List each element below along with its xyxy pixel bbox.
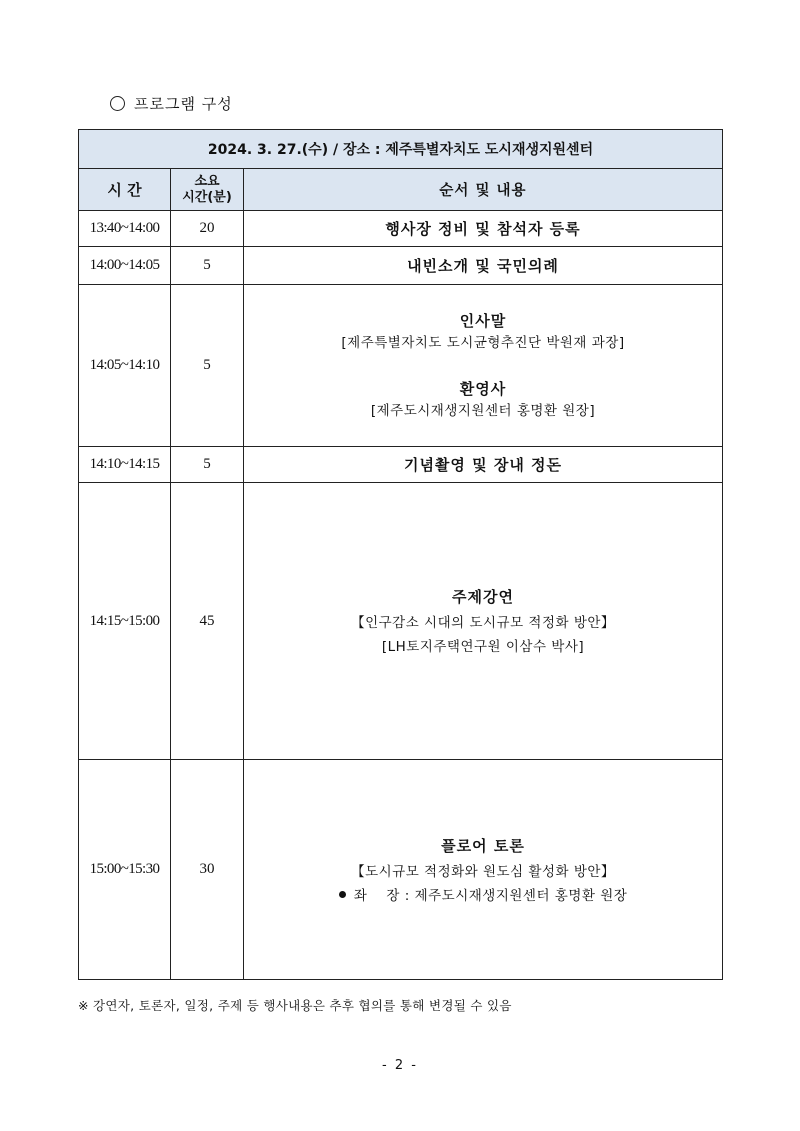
row-duration: 5 bbox=[171, 247, 244, 285]
section-title-text: 프로그램 구성 bbox=[134, 95, 233, 113]
row-content bbox=[244, 760, 723, 980]
row-duration: 5 bbox=[171, 285, 244, 447]
table-row bbox=[79, 211, 723, 247]
header-duration bbox=[171, 169, 244, 211]
table-row bbox=[79, 483, 723, 760]
row-subtitle-2: [제주도시재생지원센터 홍명환 원장] bbox=[370, 402, 596, 419]
program-table bbox=[78, 129, 723, 980]
row-time: 14:10~14:15 bbox=[79, 447, 171, 483]
circle-bullet-icon bbox=[110, 96, 125, 111]
table-banner: 2024. 3. 27.(수) / 장소 : 제주특별자치도 도시재생지원센터 bbox=[79, 130, 723, 169]
row-title: 인사말 bbox=[459, 311, 507, 330]
table-header-row bbox=[79, 169, 723, 211]
row-title: 플로어 토론 bbox=[441, 836, 525, 855]
row-duration: 20 bbox=[171, 211, 244, 247]
row-duration: 30 bbox=[171, 760, 244, 980]
table-row bbox=[79, 760, 723, 980]
chair-label: 좌 장 bbox=[353, 887, 400, 904]
row-subtitle: 【인구감소 시대의 도시규모 적정화 방안】 bbox=[351, 615, 615, 631]
row-time: 13:40~14:00 bbox=[79, 211, 171, 247]
table-row bbox=[79, 247, 723, 285]
chair-line bbox=[244, 884, 722, 908]
row-time: 14:15~15:00 bbox=[79, 483, 171, 760]
row-title-2: 환영사 bbox=[459, 379, 507, 398]
row-title: 내빈소개 및 국민의례 bbox=[244, 247, 723, 285]
table-row bbox=[79, 285, 723, 447]
row-subtitle-2: [LH토지주택연구원 이삼수 박사] bbox=[381, 639, 585, 655]
row-subtitle: [제주특별자치도 도시균형추진단 박원재 과장] bbox=[341, 334, 625, 351]
row-title: 행사장 정비 및 참석자 등록 bbox=[244, 211, 723, 247]
header-time: 시 간 bbox=[79, 169, 171, 211]
bullet-icon bbox=[339, 891, 346, 898]
row-title: 주제강연 bbox=[452, 588, 514, 606]
page-number: - 2 - bbox=[382, 1058, 418, 1073]
footnote: ※ 강연자, 토론자, 일정, 주제 등 행사내용은 추후 협의를 통해 변경될 수 있음 bbox=[78, 998, 512, 1013]
chair-value: : 제주도시재생지원센터 홍명환 원장 bbox=[404, 887, 628, 904]
row-subtitle: 【도시규모 적정화와 원도심 활성화 방안】 bbox=[351, 863, 615, 880]
table-banner-row bbox=[79, 130, 723, 169]
header-duration-line1: 소요 bbox=[194, 173, 220, 189]
row-time: 15:00~15:30 bbox=[79, 760, 171, 980]
row-time: 14:00~14:05 bbox=[79, 247, 171, 285]
row-content bbox=[244, 285, 723, 447]
spacer bbox=[244, 354, 722, 378]
row-time: 14:05~14:10 bbox=[79, 285, 171, 447]
row-duration: 45 bbox=[171, 483, 244, 760]
header-duration-line2: 시간(분) bbox=[182, 189, 232, 205]
section-title bbox=[110, 93, 233, 114]
row-title: 기념촬영 및 장내 정돈 bbox=[244, 447, 723, 483]
row-content bbox=[244, 483, 723, 760]
table-row bbox=[79, 447, 723, 483]
header-content: 순서 및 내용 bbox=[244, 169, 723, 211]
row-duration: 5 bbox=[171, 447, 244, 483]
